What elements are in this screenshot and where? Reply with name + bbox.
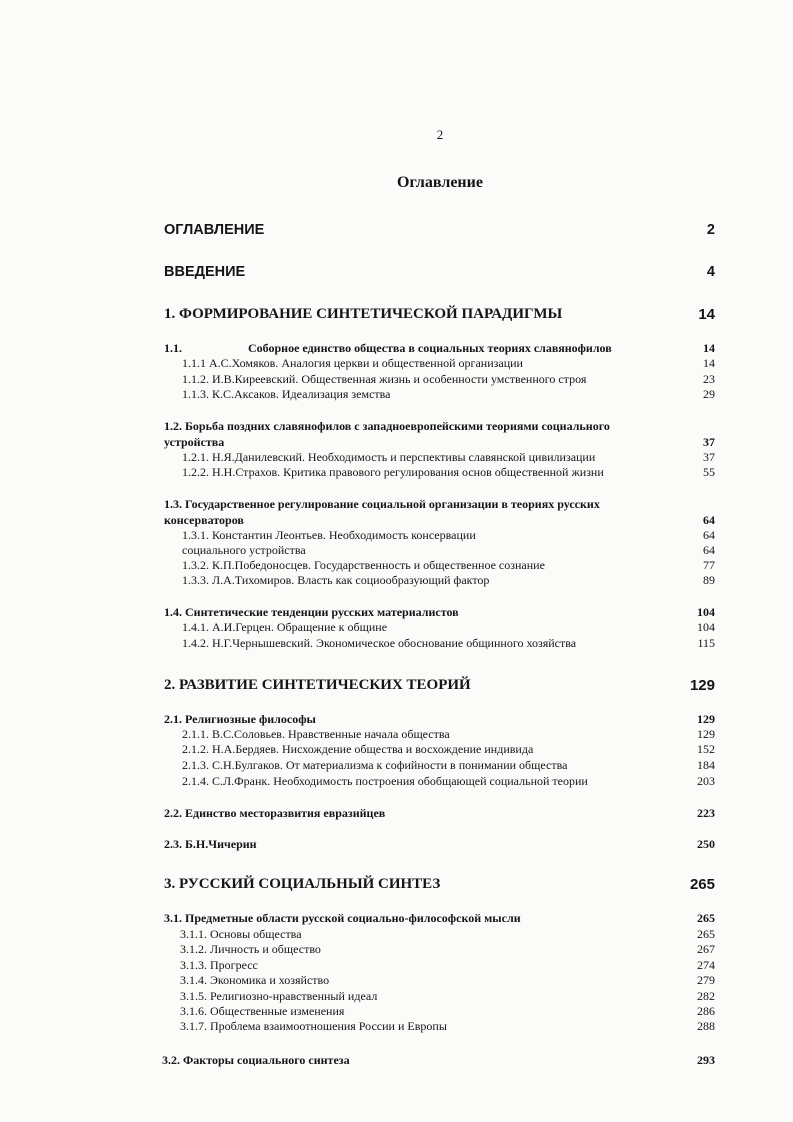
section-number: 1.1.: [164, 341, 182, 355]
subsection-label: 2.1.3. С.Н.Булгаков. От материализма к софийности в понимании общества: [182, 758, 568, 772]
subsection-label: 1.4.2. Н.Г.Чернышевский. Экономическое обоснование общинного хозяйства: [182, 636, 577, 650]
subsection-label: 2.1.4. С.Л.Франк. Необходимость построения обобщающей социальной теории: [182, 774, 588, 788]
subsection-page: 115: [697, 636, 715, 650]
subsection-page: 274: [697, 958, 715, 972]
document-title: Оглавление: [397, 174, 483, 191]
section-label: 3.1. Предметные области русской социально-философской мысли: [164, 911, 521, 925]
subsection-page: 203: [697, 774, 715, 788]
subsection-page: 37: [703, 450, 715, 464]
section-label: 1.3. Государственное регулирование социальной организации в теориях русских: [164, 497, 600, 511]
subsection-label: 3.1.3. Прогресс: [180, 958, 258, 972]
subsection-page: 55: [703, 465, 715, 479]
chapter-label: 1. ФОРМИРОВАНИЕ СИНТЕТИЧЕСКОЙ ПАРАДИГМЫ: [164, 306, 563, 322]
subsection-label: 1.3.3. Л.А.Тихомиров. Власть как социообразующий фактор: [182, 573, 490, 587]
subsection-label: 2.1.2. Н.А.Бердяев. Нисхождение общества и восхождение индивида: [182, 742, 534, 756]
chapter-label: 2. РАЗВИТИЕ СИНТЕТИЧЕСКИХ ТЕОРИЙ: [164, 677, 471, 693]
section-label: Соборное единство общества в социальных теориях славянофилов: [248, 341, 612, 355]
chapter-page: 129: [689, 677, 715, 694]
section-page: 104: [697, 605, 715, 619]
section-page: 223: [697, 806, 715, 820]
section-page: 129: [697, 712, 715, 726]
section-label: 2.1. Религиозные философы: [164, 712, 316, 726]
toc-entry-label: ВВЕДЕНИЕ: [164, 264, 246, 280]
subsection-page: 286: [697, 1004, 715, 1018]
subsection-page: 267: [697, 942, 715, 956]
subsection-page: 265: [697, 927, 715, 941]
subsection-page: 64: [703, 528, 715, 542]
subsection-page: 288: [697, 1019, 715, 1033]
subsection-label: 3.1.7. Проблема взаимоотношения России и Европы: [180, 1019, 447, 1033]
section-label-cont: консерваторов: [164, 513, 244, 527]
subsection-page: 77: [703, 558, 715, 572]
subsection-page: 64: [703, 543, 715, 557]
subsection-page: 104: [697, 620, 715, 634]
subsection-page: 89: [703, 573, 715, 587]
page-number: 2: [436, 127, 444, 142]
subsection-page: 129: [697, 727, 715, 741]
subsection-page: 152: [697, 742, 715, 756]
subsection-label: 3.1.1. Основы общества: [180, 927, 302, 941]
subsection-label: 1.2.2. Н.Н.Страхов. Критика правового регулирования основ общественной жизни: [182, 465, 604, 479]
subsection-label: 1.1.3. К.С.Аксаков. Идеализация земства: [182, 387, 391, 401]
subsection-label: 1.4.1. А.И.Герцен. Обращение к общине: [182, 620, 388, 634]
chapter-page: 265: [689, 876, 715, 893]
chapter-page: 14: [698, 306, 715, 323]
section-label: 3.2. Факторы социального синтеза: [162, 1053, 350, 1067]
subsection-label: 2.1.1. В.С.Соловьев. Нравственные начала общества: [182, 727, 450, 741]
subsection-label: 1.2.1. Н.Я.Данилевский. Необходимость и перспективы славянской цивилизации: [182, 450, 596, 464]
subsection-page: 29: [703, 387, 715, 401]
chapter-label: 3. РУССКИЙ СОЦИАЛЬНЫЙ СИНТЕЗ: [164, 876, 441, 892]
section-page: 293: [697, 1053, 715, 1067]
subsection-page: 14: [703, 356, 715, 370]
subsection-page: 184: [697, 758, 715, 772]
subsection-label: 1.3.2. К.П.Победоносцев. Государственность и общественное сознание: [182, 558, 545, 572]
subsection-label: 3.1.6. Общественные изменения: [180, 1004, 345, 1018]
subsection-label: 1.1.2. И.В.Киреевский. Общественная жизнь и особенности умственного строя: [182, 372, 587, 386]
section-label: 1.2. Борьба поздних славянофилов с западноевропейскими теориями социального: [164, 419, 610, 433]
toc-entry-page: 2: [706, 222, 715, 238]
section-label: 2.2. Единство месторазвития евразийцев: [164, 806, 386, 820]
section-label: 2.3. Б.Н.Чичерин: [164, 837, 257, 851]
subsection-label: 3.1.5. Религиозно-нравственный идеал: [180, 989, 378, 1003]
subsection-label: 3.1.2. Личность и общество: [180, 942, 321, 956]
subsection-label: 3.1.4. Экономика и хозяйство: [180, 973, 330, 987]
subsection-page: 279: [697, 973, 715, 987]
subsection-label: 1.3.1. Константин Леонтьев. Необходимость консервации: [182, 528, 476, 542]
section-page: 250: [697, 837, 715, 851]
section-label: 1.4. Синтетические тенденции русских материалистов: [164, 605, 459, 619]
subsection-label: 1.1.1 А.С.Хомяков. Аналогия церкви и общественной организации: [182, 356, 523, 370]
subsection-page: 282: [697, 989, 715, 1003]
section-page: 14: [703, 341, 715, 355]
subsection-page: 23: [703, 372, 715, 386]
toc-entry-page: 4: [706, 264, 715, 280]
subsection-label: социального устройства: [182, 543, 306, 557]
section-page: 265: [697, 911, 715, 925]
section-page: 37: [703, 435, 715, 449]
section-label-cont: устройства: [164, 435, 225, 449]
toc-entry-label: ОГЛАВЛЕНИЕ: [164, 222, 265, 238]
section-page: 64: [703, 513, 715, 527]
